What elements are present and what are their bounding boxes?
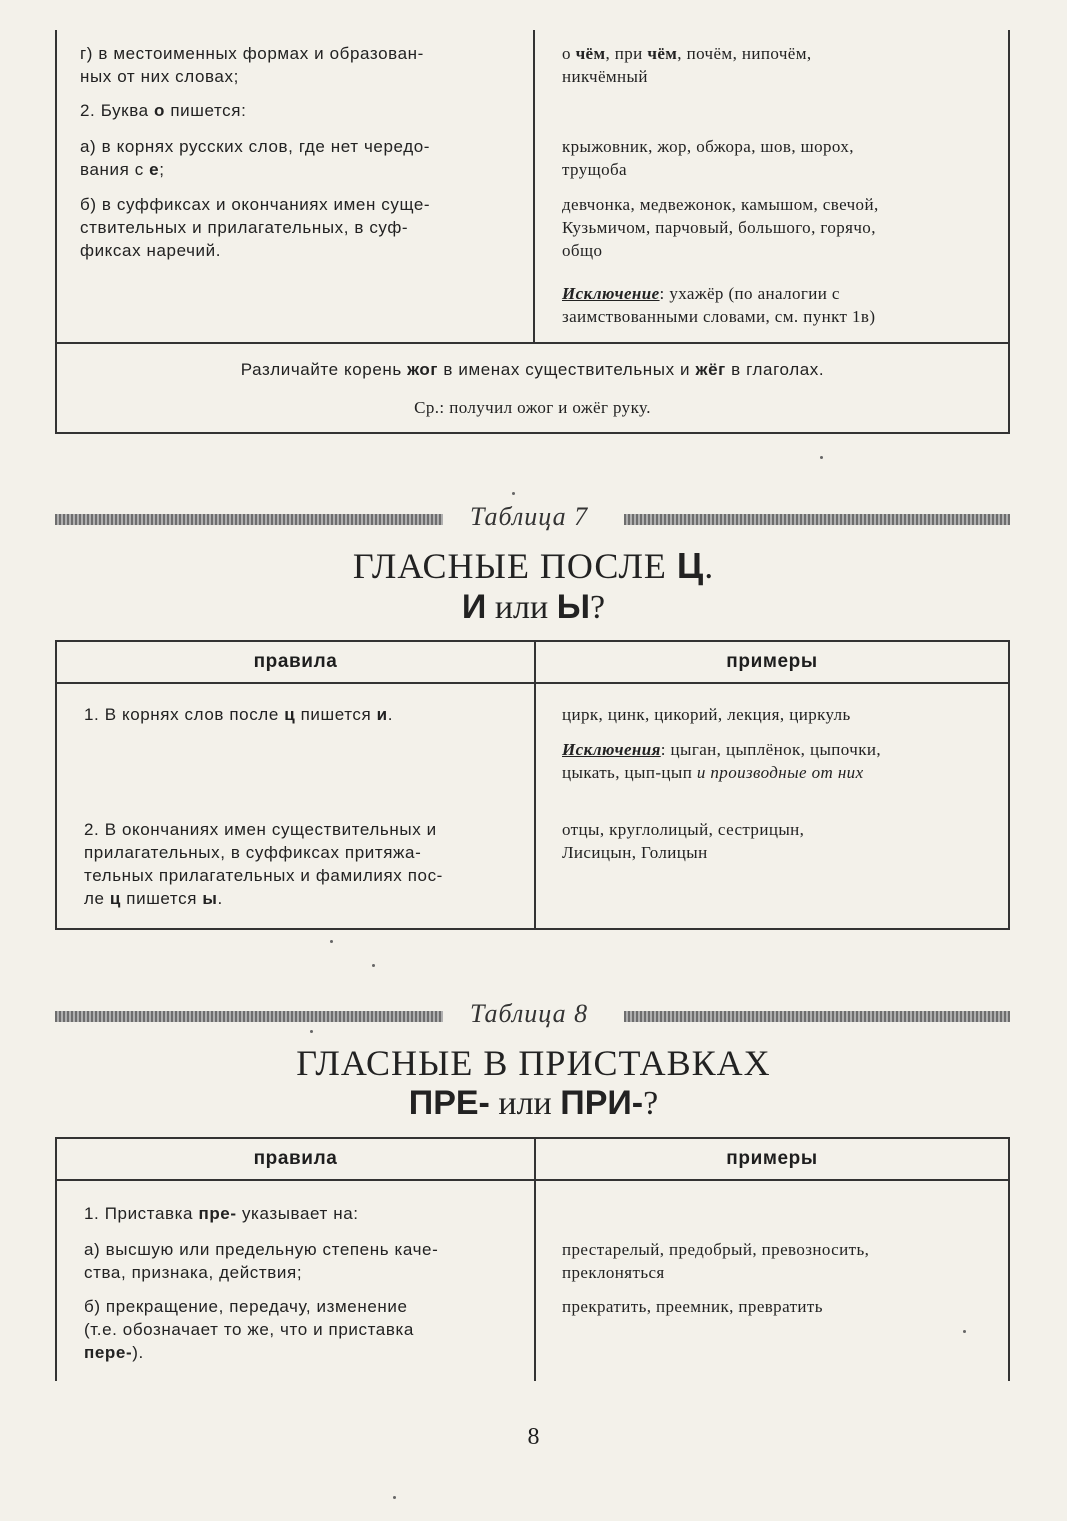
example-g: о чём, при чём, почём, нипочём, никчёмный	[562, 44, 812, 86]
exceptions-label: Исключения	[562, 740, 661, 759]
table-title: ГЛАСНЫЕ В ПРИСТАВКАХ	[296, 1043, 771, 1083]
note-box	[55, 342, 1010, 434]
scan-speck	[820, 456, 823, 459]
example-2: отцы, круглолицый, сестрицын, Лисицын, Голицын	[562, 820, 805, 862]
example-1a: престарелый, предобрый, превозносить, преклоняться	[562, 1240, 870, 1282]
header-rules: правила	[253, 651, 338, 672]
rule-g-line: ных от них словах;	[80, 67, 239, 86]
caption-bar-left	[55, 1011, 443, 1022]
table-title: ГЛАСНЫЕ ПОСЛЕ Ц.	[352, 545, 715, 586]
note-example: Ср.: получил ожог и ожёг руку.	[414, 398, 651, 417]
column-divider	[534, 642, 536, 928]
rule-2-heading: 2. Буква о пишется:	[80, 101, 247, 120]
rule-g-line: г) в местоименных формах и образован-	[80, 44, 424, 63]
caption-bar-left	[55, 514, 443, 525]
rule-2a: а) в корнях русских слов, где нет чередо- вания с е;	[80, 137, 431, 179]
caption-bar-right	[624, 1011, 1010, 1022]
scan-speck	[512, 492, 515, 495]
column-divider	[533, 30, 535, 342]
rule-1a: а) высшую или предельную степень каче- ства, признака, действия;	[84, 1240, 439, 1282]
rule-2b: б) в суффиксах и окончаниях имен суще- ствительных и прилагательных, в суф- фиксах наречий.	[80, 195, 431, 260]
header-examples: примеры	[726, 1148, 818, 1169]
example-1b: прекратить, преемник, превратить	[562, 1297, 823, 1316]
rule-g	[80, 42, 520, 88]
example-2a: крыжовник, жор, обжора, шов, шорох, трущоба	[562, 137, 854, 179]
rule-1: 1. Приставка пре- указывает на:	[84, 1204, 359, 1223]
table-caption: Таблица 8	[470, 999, 589, 1028]
example-2b: девчонка, медвежонок, камышом, свечой, Кузьмичом, парчовый, большого, горячо, общо	[562, 195, 879, 260]
rule-2: 2. В окончаниях имен существительных и прилагательных, в суффиксах притяжа- тельных прилагательных и фамилиях пос- ле ц пишется ы.	[84, 820, 443, 908]
scan-speck	[963, 1330, 966, 1333]
scan-speck	[310, 1030, 313, 1033]
note-line: Различайте корень жог в именах существительных и жёг в глаголах.	[240, 360, 825, 379]
caption-bar-right	[624, 514, 1010, 525]
rule-1b: б) прекращение, передачу, изменение (т.е. обозначает то же, что и приставка пере-).	[84, 1297, 414, 1362]
table-caption: Таблица 7	[470, 502, 589, 531]
header-rules: правила	[253, 1148, 338, 1169]
scan-speck	[393, 1496, 396, 1499]
table-subtitle: И или Ы?	[461, 588, 606, 626]
exceptions-note: Исключения: цыган, цыплёнок, цыпочки, цыкать, цып-цып и производные от них	[562, 740, 882, 782]
exception-note: Исключение: ухажёр (по аналогии с заимствованными словами, см. пункт 1в)	[562, 284, 876, 326]
rule-1: 1. В корнях слов после ц пишется и.	[84, 705, 394, 724]
exception-label: Исключение	[562, 284, 660, 303]
page-number: 8	[527, 1424, 540, 1450]
table-subtitle: ПРЕ- или ПРИ-?	[408, 1084, 659, 1122]
example-1: цирк, цинк, цикорий, лекция, циркуль	[562, 705, 851, 724]
scan-speck	[330, 940, 333, 943]
header-examples: примеры	[726, 651, 818, 672]
scan-speck	[372, 964, 375, 967]
